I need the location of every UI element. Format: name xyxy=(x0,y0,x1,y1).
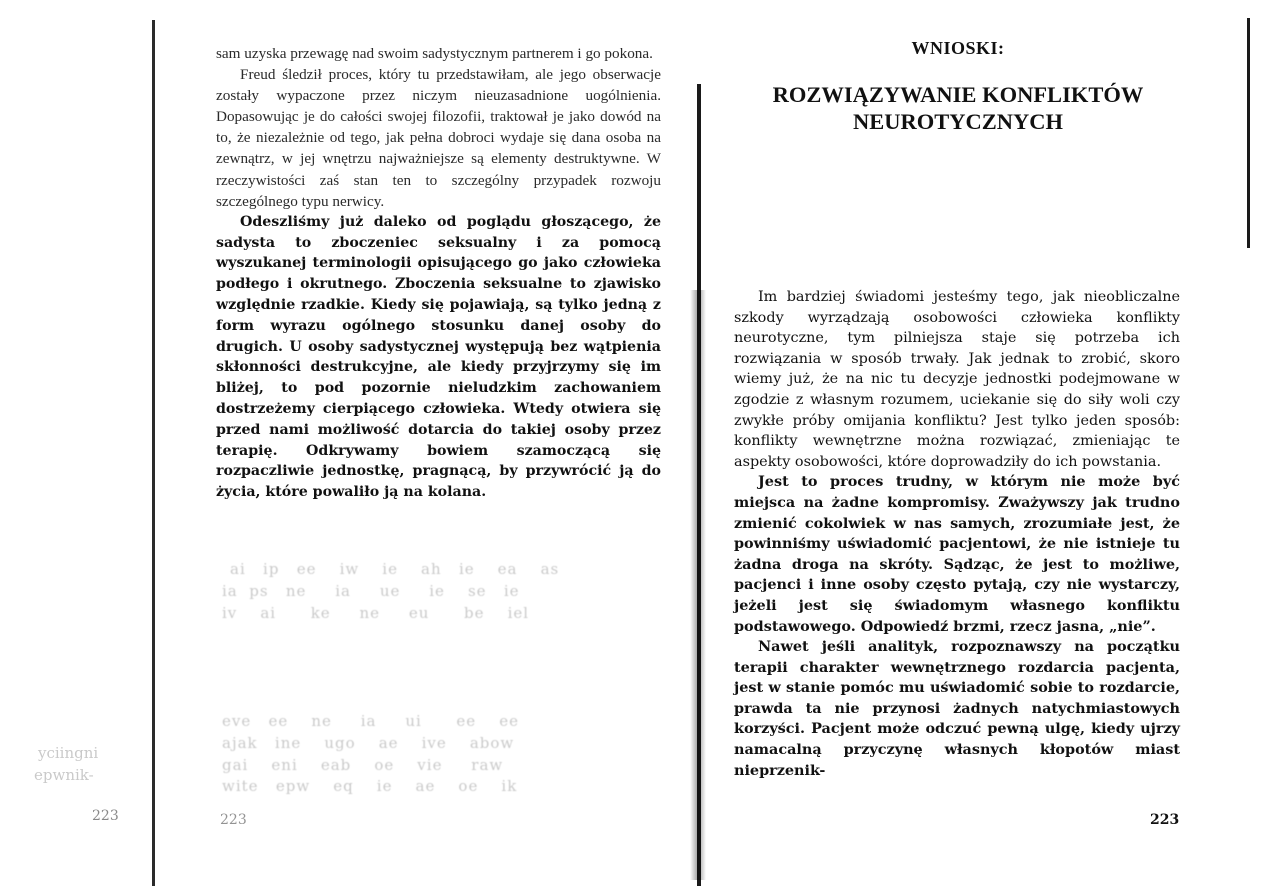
right-page-body xyxy=(734,287,1180,781)
chapter-title-line-1: ROZWIĄZYWANIE KONFLIKTÓW xyxy=(772,82,1144,107)
bleed-through-text: ia ps ne ia ue ie se ie xyxy=(222,582,520,600)
left-footer-mark: 223 xyxy=(220,812,247,828)
right-page-header xyxy=(734,38,1182,135)
chapter-label: WNIOSKI: xyxy=(911,38,1005,58)
left-paragraph-3: Odeszliśmy już daleko od poglądu głoszącego, że sadysta to zboczeniec seksualny i za pomocą wyszukanej terminologii opisującego go jako człowieka podłego i okrutnego. Zboczenia seksualne to zjawisko względnie rzadkie. Kiedy się pojawiają, są tylko jedną z form wyrazu ogólnego stosunku danej osoby do drugich. U osoby sadystycznej występują bez wątpienia skłonności destrukcyjne, ale kiedy przyjrzymy się im bliżej, to pod pozornie nieludzkim zachowaniem dostrzeżemy cierpiącego człowieka. Wtedy otwiera się przed nami możliwość dotarcia do takiej osoby przez terapię. Odkrywamy bowiem szamoczącą się rozpaczliwie jednostkę, pragnącą, by przywrócić ją do życia, które powaliło ją na kolana. xyxy=(216,213,661,501)
margin-fragment-2: epwnik- xyxy=(34,766,94,784)
bleed-through-text: ai ip ee iw ie ah ie ea as xyxy=(230,560,560,578)
bleed-through-text: gai eni eab oe vie raw xyxy=(222,756,504,774)
page-number: 223 xyxy=(1150,812,1180,828)
scan-edge-line-right xyxy=(1247,18,1250,248)
left-paragraph-2: Freud śledził proces, który tu przedstawiłam, ale jego obserwacje zostały wypaczone przez niczym nieuzasadnione uogólnienia. Dopasowując je do całości swojej filozofii, traktował je jako dowód na to, że niezależnie od tego, jak pełna dobroci wydaje się dana osoba na zewnątrz, w jej wnętrzu najważniejsze są elementy destruktywne. W rzeczywistości zaś stan ten to szczególny przypadek rozwoju szczególnego typu nerwicy. xyxy=(216,66,661,210)
right-paragraph-2: Jest to proces trudny, w którym nie może być miejsca na żadne kompromisy. Zważywszy jak trudno zmienić cokolwiek w nas samych, zrozumiałe jest, że powinniśmy uświadomić pacjentowi, że nie istnieje tu żadna droga na skróty. Sądząc, że jest to możliwe, pacjenci i inne osoby często pytają, czy nie wystarczy, jeżeli jest się świadomym własnego konfliktu podstawowego. Odpowiedź brzmi, rzecz jasna, „nie”. xyxy=(734,473,1180,635)
left-margin-page-number: 223 xyxy=(92,808,119,824)
bleed-through-text: eve ee ne ia ui ee ee xyxy=(222,712,519,730)
chapter-title-line-2: NEUROTYCZNYCH xyxy=(852,109,1063,134)
bleed-through-text: ajak ine ugo ae ive abow xyxy=(222,734,515,752)
bleed-through-text: wite epw eq ie ae oe ik xyxy=(222,777,518,795)
left-page xyxy=(216,43,661,503)
right-paragraph-3: Nawet jeśli analityk, rozpoznawszy na początku terapii charakter wewnętrznego rozdarcia pacjenta, jest w stanie pomóc mu uświadomić sobie to rozdarcie, prawda ta nie przynosi żadnych natychmiastowych korzyści. Pacjent może odczuć pewną ulgę, kiedy ujrzy namacalną przyczynę własnych kłopotów miast nieprzenik- xyxy=(734,638,1180,779)
scan-edge-line xyxy=(152,20,155,886)
left-paragraph-1: sam uzyska przewagę nad swoim sadystycznym partnerem i go pokona. xyxy=(216,45,653,62)
gutter-shadow xyxy=(690,290,706,880)
bleed-through-text: iv ai ke ne eu be iel xyxy=(222,604,530,622)
margin-fragment-1: yciingni xyxy=(38,744,99,762)
right-paragraph-1: Im bardziej świadomi jesteśmy tego, jak nieobliczalne szkody wyrządzają osobowości człowieka konflikty neurotyczne, tym pilniejsza staje się potrzeba ich rozwiązania w sposób trwały. Jak jednak to zrobić, skoro wiemy już, że na nic tu decyzje jednostki podejmowane w zgodzie z własnym rozumem, uciekanie się do siły woli czy zwykłe próby omijania konfliktu? Jest tylko jeden sposób: konflikty wewnętrzne można rozwiązać, zmieniając te aspekty osobowości, które doprowadziły do ich powstania. xyxy=(734,289,1180,470)
